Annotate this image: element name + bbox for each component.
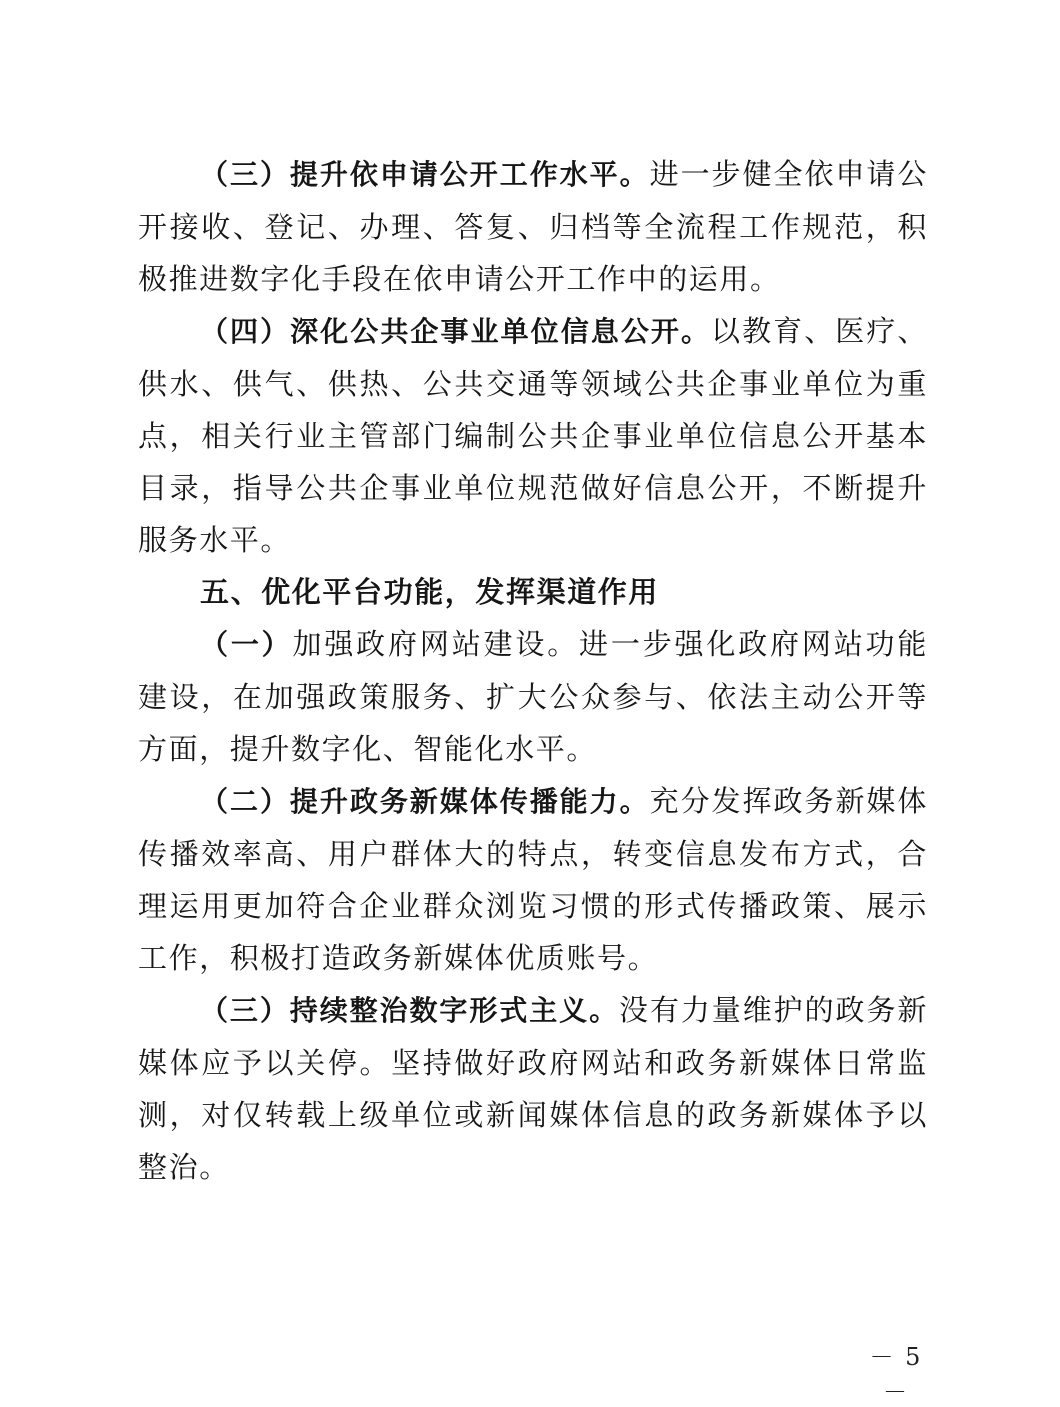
paragraph-lead: （一）	[200, 628, 293, 661]
paragraph-new-media	[138, 775, 928, 984]
paragraph-lead: （三）提升依申请公开工作水平。	[200, 158, 650, 191]
paragraph-text: 没有力量维护的政务新媒体应予以关停。坚持做好政府网站和政务新媒体日常监测，对仅转载上级单位或新闻媒体信息的政务新媒体予以整治。	[138, 993, 928, 1184]
paragraph-public-enterprise-disclosure	[138, 305, 928, 566]
paragraph-text: 充分发挥政务新媒体传播效率高、用户群体大的特点，转变信息发布方式，合理运用更加符合企业群众浏览习惯的形式传播政策、展示工作，积极打造政务新媒体优质账号。	[138, 784, 928, 975]
page-number: － 5 －	[869, 1343, 923, 1406]
paragraph-text: 以教育、医疗、供水、供气、供热、公共交通等领域公共企事业单位为重点，相关行业主管部门编制公共企事业单位信息公开基本目录，指导公共企事业单位规范做好信息公开，不断提升服务水平。	[138, 314, 929, 557]
paragraph-text: 加强政府网站建设。进一步强化政府网站功能建设，在加强政策服务、扩大公众参与、依法主动公开等方面，提升数字化、智能化水平。	[138, 627, 928, 766]
paragraph-apply-disclosure	[138, 148, 928, 305]
document-body	[138, 148, 928, 1193]
paragraph-text: 进一步健全依申请公开接收、登记、办理、答复、归档等全流程工作规范，积极推进数字化手段在依申请公开工作中的运用。	[138, 157, 928, 296]
paragraph-lead: （三）持续整治数字形式主义。	[200, 994, 620, 1027]
paragraph-digital-formalism	[138, 984, 928, 1193]
section-heading: 五、优化平台功能，发挥渠道作用	[200, 575, 660, 609]
paragraph-lead: （四）深化公共企事业单位信息公开。	[200, 315, 712, 348]
paragraph-government-website	[138, 618, 928, 775]
paragraph-lead: （二）提升政务新媒体传播能力。	[200, 785, 650, 818]
